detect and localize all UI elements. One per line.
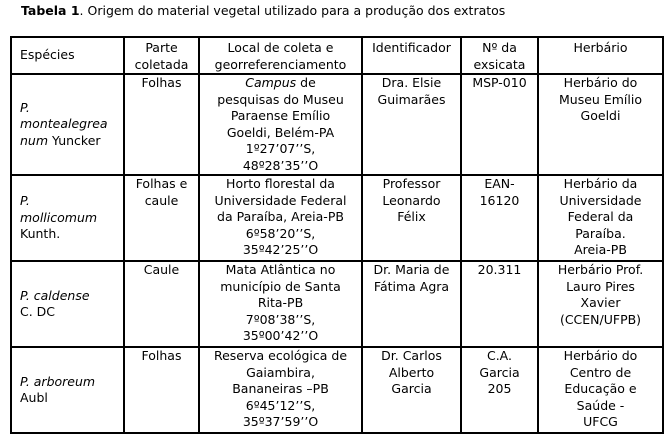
cell-identificador: Professor Leonardo Félix — [362, 175, 461, 261]
cell-local: Campus de pesquisas do Museu Paraense Emílio Goeldi, Belém-PA 1º27’07’’S, 48º28’35’’O — [199, 74, 362, 175]
table-row — [11, 175, 663, 261]
cell-parte: Folhas — [124, 347, 199, 433]
header-herbario: Herbário — [538, 37, 663, 74]
header-local-coleta: Local de coleta e georreferenciamento — [199, 37, 362, 74]
header-row — [11, 37, 663, 74]
table-caption — [21, 3, 505, 18]
header-exsicata: Nº da exsicata — [461, 37, 538, 74]
cell-local: Reserva ecológica de Gaiambira, Bananeiras –PB 6º45’12’’S, 35º37’59’’O — [199, 347, 362, 433]
cell-species: P. caldense C. DC — [11, 261, 124, 347]
cell-herbario: Herbário Prof. Lauro Pires Xavier (CCEN/UFPB) — [538, 261, 663, 347]
table-row — [11, 74, 663, 175]
caption-text: . Origem do material vegetal utilizado para a produção dos extratos — [79, 3, 506, 18]
cell-identificador: Dr. Carlos Alberto Garcia — [362, 347, 461, 433]
cell-local: Horto florestal da Universidade Federal da Paraíba, Areia-PB 6º58’20’’S, 35º42’25’’O — [199, 175, 362, 261]
cell-exsicata: MSP-010 — [461, 74, 538, 175]
table-row — [11, 261, 663, 347]
cell-species: P. arboreum Aubl — [11, 347, 124, 433]
cell-herbario: Herbário do Museu Emílio Goeldi — [538, 74, 663, 175]
header-especies: Espécies — [11, 37, 124, 74]
cell-species: P. mollicomum Kunth. — [11, 175, 124, 261]
cell-identificador: Dra. Elsie Guimarães — [362, 74, 461, 175]
species-table — [10, 36, 664, 434]
cell-exsicata: 20.311 — [461, 261, 538, 347]
cell-local: Mata Atlântica no município de Santa Rita-PB 7º08’38’’S, 35º00’42’’O — [199, 261, 362, 347]
cell-exsicata: EAN- 16120 — [461, 175, 538, 261]
cell-parte: Folhas e caule — [124, 175, 199, 261]
cell-parte: Folhas — [124, 74, 199, 175]
cell-parte: Caule — [124, 261, 199, 347]
cell-herbario: Herbário do Centro de Educação e Saúde - UFCG — [538, 347, 663, 433]
table-row — [11, 347, 663, 433]
caption-label: Tabela 1 — [21, 3, 80, 18]
cell-identificador: Dr. Maria de Fátima Agra — [362, 261, 461, 347]
cell-exsicata: C.A. Garcia 205 — [461, 347, 538, 433]
header-parte-coletada: Parte coletada — [124, 37, 199, 74]
header-identificador: Identificador — [362, 37, 461, 74]
cell-herbario: Herbário da Universidade Federal da Paraíba. Areia-PB — [538, 175, 663, 261]
cell-species: P. montealegrea num Yuncker — [11, 74, 124, 175]
